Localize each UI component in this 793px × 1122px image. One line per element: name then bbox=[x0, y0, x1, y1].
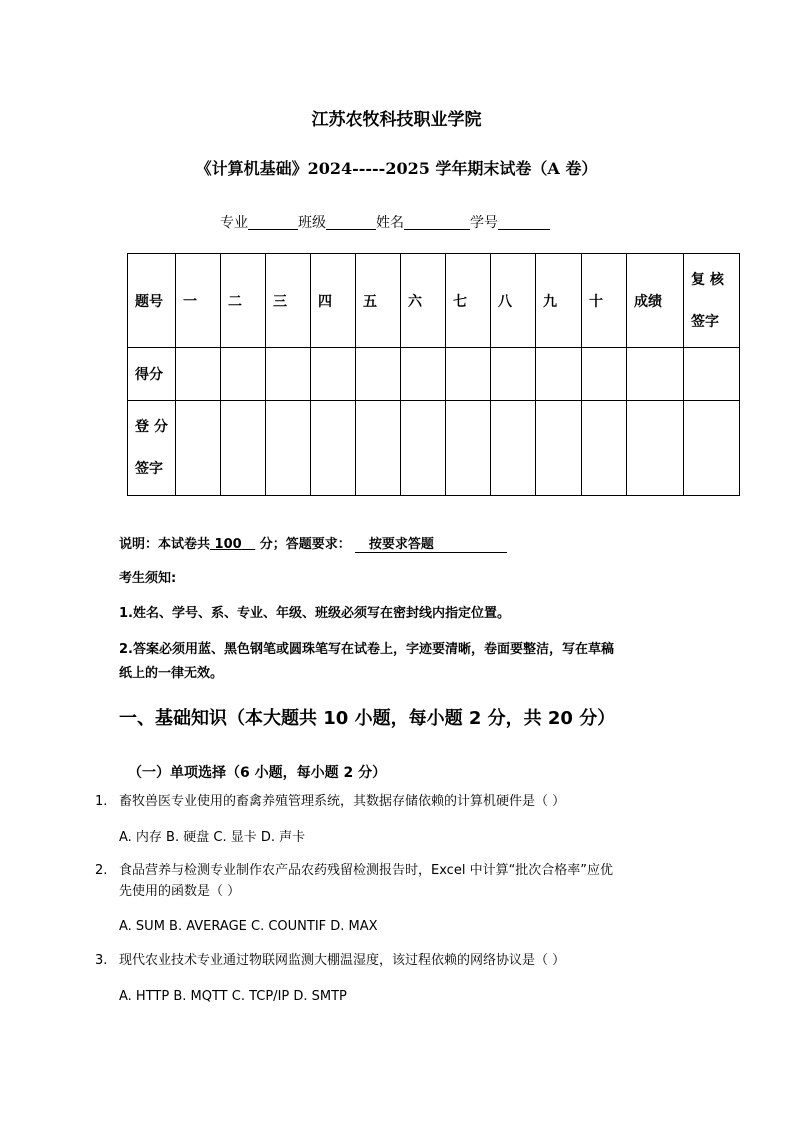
score-cell[interactable] bbox=[176, 348, 221, 401]
row-header-sign bbox=[128, 401, 176, 496]
section-title: 一、基础知识（本大题共 10 小题，每小题 2 分，共 20 分） bbox=[119, 708, 616, 729]
notice-rule-1: 1.姓名、学号、系、专业、年级、班级必须写在密封线内指定位置。 bbox=[119, 606, 510, 621]
score-cell[interactable] bbox=[627, 348, 684, 401]
sign-cell[interactable] bbox=[536, 401, 582, 496]
col-header-6: 六 bbox=[401, 254, 446, 348]
col-header-3: 三 bbox=[266, 254, 311, 348]
review-sign-line2: 签字 bbox=[691, 313, 719, 330]
question-text: 畜牧兽医专业使用的畜禽养殖管理系统，其数据存储依赖的计算机硬件是（ ） bbox=[119, 794, 566, 809]
explain-mid: 分；答题要求： bbox=[259, 537, 351, 552]
student-id-blank[interactable] bbox=[498, 215, 550, 230]
col-header-7: 七 bbox=[446, 254, 491, 348]
col-header-10: 十 bbox=[582, 254, 627, 348]
sign-cell[interactable] bbox=[446, 401, 491, 496]
name-label: 姓名 bbox=[376, 215, 404, 231]
student-info-line bbox=[220, 212, 550, 232]
sign-row bbox=[128, 401, 740, 496]
total-score-value: 100 bbox=[214, 537, 242, 552]
score-cell[interactable] bbox=[266, 348, 311, 401]
col-header-5: 五 bbox=[356, 254, 401, 348]
col-header-2: 二 bbox=[221, 254, 266, 348]
score-table bbox=[127, 253, 740, 496]
name-blank[interactable] bbox=[404, 215, 470, 230]
question-number: 2. bbox=[95, 863, 108, 878]
exam-explanation bbox=[119, 533, 507, 553]
student-id-label: 学号 bbox=[470, 215, 498, 231]
sign-cell[interactable] bbox=[221, 401, 266, 496]
sign-cell[interactable] bbox=[311, 401, 356, 496]
sign-cell[interactable] bbox=[356, 401, 401, 496]
sign-cell[interactable] bbox=[266, 401, 311, 496]
question-text: 现代农业技术专业通过物联网监测大棚温湿度，该过程依赖的网络协议是（ ） bbox=[119, 953, 566, 968]
sign-cell[interactable] bbox=[176, 401, 221, 496]
sign-cell[interactable] bbox=[401, 401, 446, 496]
sign-cell[interactable] bbox=[684, 401, 740, 496]
score-cell[interactable] bbox=[536, 348, 582, 401]
requirement-text: 按要求答题 bbox=[368, 537, 434, 552]
class-blank[interactable] bbox=[326, 215, 376, 230]
question-options: A. SUM B. AVERAGE C. COUNTIF D. MAX bbox=[119, 919, 378, 934]
question-number-row bbox=[128, 254, 740, 348]
question-text-line-1: 食品营养与检测专业制作农产品农药残留检测报告时，Excel 中计算“批次合格率”应优 bbox=[119, 863, 614, 878]
exam-title: 《计算机基础》2024-----2025 学年期末试卷（A 卷） bbox=[195, 159, 598, 178]
score-row bbox=[128, 348, 740, 401]
explain-prefix: 说明：本试卷共 bbox=[119, 537, 211, 552]
notice-title: 考生须知: bbox=[119, 571, 177, 586]
class-label: 班级 bbox=[298, 215, 326, 231]
score-cell[interactable] bbox=[582, 348, 627, 401]
col-header-total: 成绩 bbox=[627, 254, 684, 348]
requirement bbox=[355, 533, 507, 553]
notice-rule-2-line-2: 纸上的一律无效。 bbox=[119, 666, 224, 681]
review-sign-line1: 复 核 bbox=[691, 271, 724, 288]
major-blank[interactable] bbox=[248, 215, 298, 230]
major-label: 专业 bbox=[220, 215, 248, 231]
notice-rule-2-line-1: 2.答案必须用蓝、黑色钢笔或圆珠笔写在试卷上，字迹要清晰，卷面要整洁，写在草稿 bbox=[119, 642, 614, 657]
sign-cell[interactable] bbox=[491, 401, 536, 496]
col-header-9: 九 bbox=[536, 254, 582, 348]
row-header-score: 得分 bbox=[128, 348, 176, 401]
score-cell[interactable] bbox=[684, 348, 740, 401]
sign-label-line2: 签字 bbox=[135, 461, 163, 477]
sign-label-line1: 登 分 bbox=[135, 419, 168, 435]
subsection-title: （一）单项选择（6 小题，每小题 2 分） bbox=[128, 765, 387, 781]
question-text-line-2: 先使用的函数是（ ） bbox=[119, 884, 241, 899]
question-options: A. HTTP B. MQTT C. TCP/IP D. SMTP bbox=[119, 989, 347, 1004]
col-header-8: 八 bbox=[491, 254, 536, 348]
score-cell[interactable] bbox=[311, 348, 356, 401]
score-cell[interactable] bbox=[401, 348, 446, 401]
school-name: 江苏农牧科技职业学院 bbox=[311, 110, 482, 130]
question-number: 3. bbox=[95, 953, 108, 968]
question-options: A. 内存 B. 硬盘 C. 显卡 D. 声卡 bbox=[119, 830, 306, 845]
question-number: 1. bbox=[95, 794, 108, 809]
col-header-1: 一 bbox=[176, 254, 221, 348]
sign-cell[interactable] bbox=[582, 401, 627, 496]
total-score bbox=[210, 537, 255, 552]
score-cell[interactable] bbox=[446, 348, 491, 401]
score-cell[interactable] bbox=[356, 348, 401, 401]
sign-cell[interactable] bbox=[627, 401, 684, 496]
row-header-question-number: 题号 bbox=[128, 254, 176, 348]
score-cell[interactable] bbox=[221, 348, 266, 401]
score-cell[interactable] bbox=[491, 348, 536, 401]
col-header-review-sign bbox=[684, 254, 740, 348]
col-header-4: 四 bbox=[311, 254, 356, 348]
